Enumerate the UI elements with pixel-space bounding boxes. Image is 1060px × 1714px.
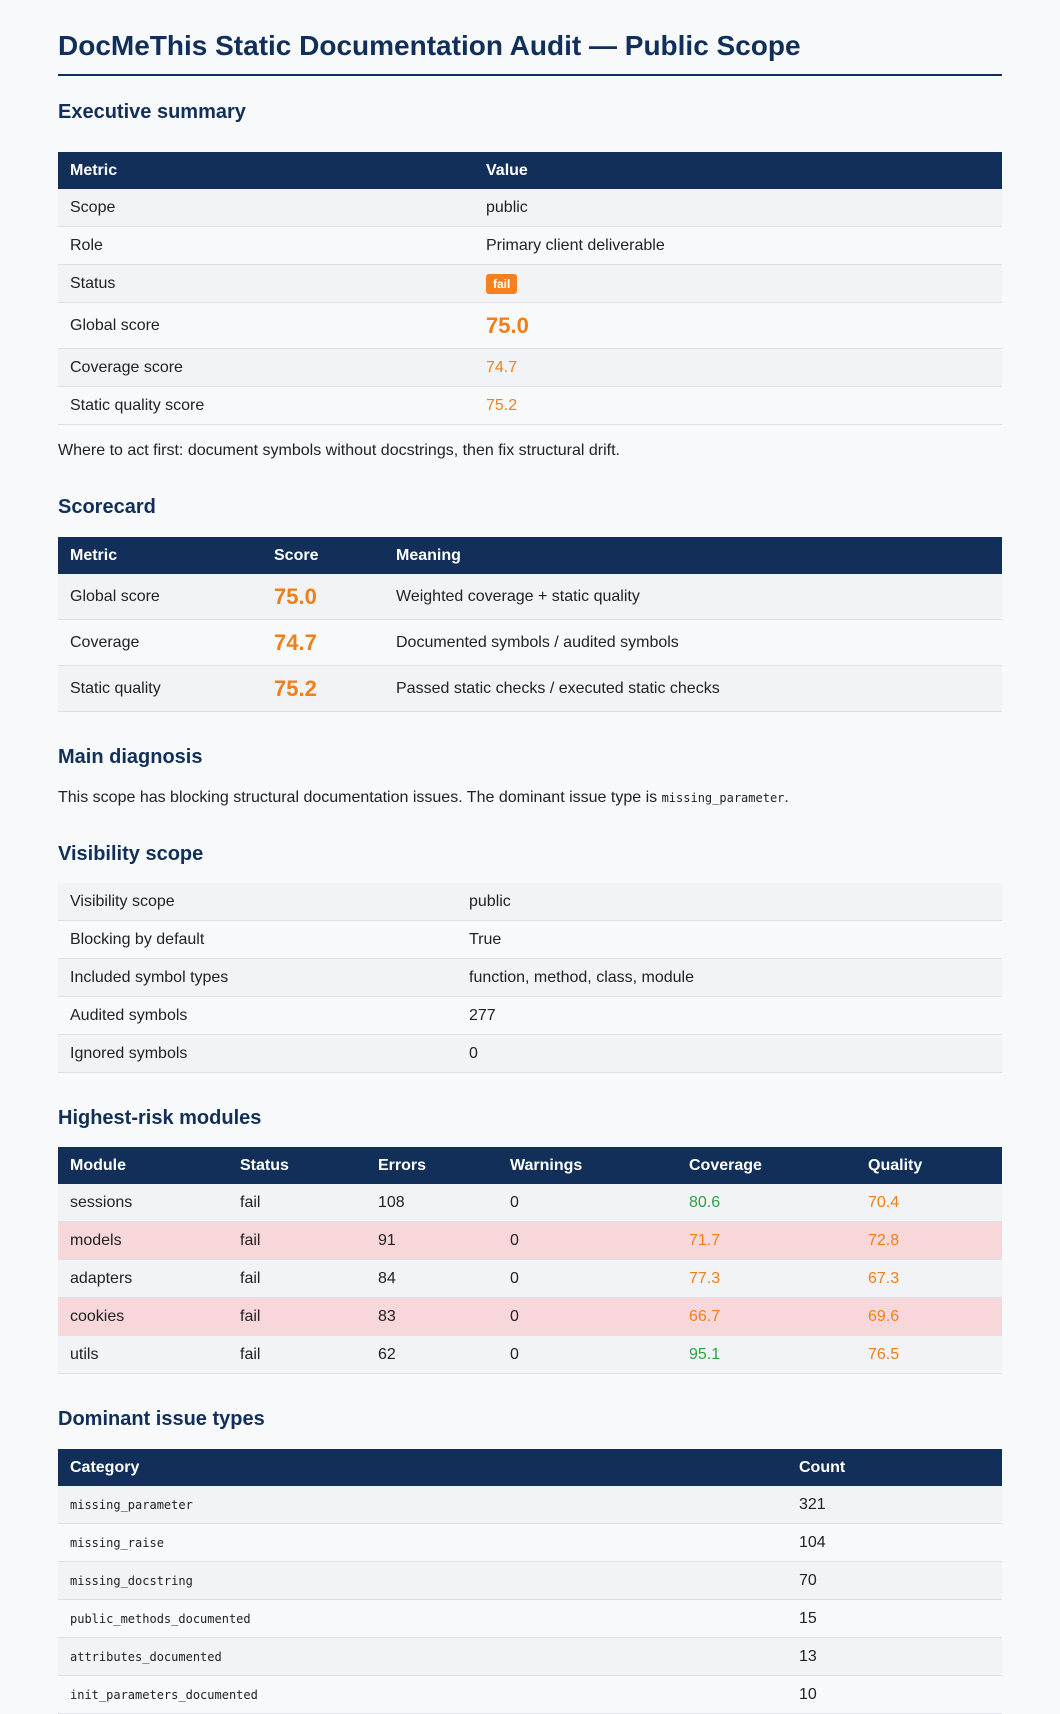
col-metric: Metric bbox=[58, 152, 474, 189]
scorecard-table bbox=[58, 537, 1002, 712]
issues-table bbox=[58, 1449, 1002, 1714]
table-row bbox=[58, 1184, 1002, 1222]
col-module: Module bbox=[58, 1147, 228, 1184]
metric-cell: Role bbox=[58, 227, 474, 265]
table-row bbox=[58, 1035, 1002, 1073]
col-meaning: Meaning bbox=[384, 537, 1002, 574]
status-cell: fail bbox=[228, 1222, 366, 1260]
value-cell: 277 bbox=[457, 997, 1002, 1035]
label-cell: Visibility scope bbox=[58, 883, 457, 921]
metric-cell: Global score bbox=[58, 303, 474, 349]
count-cell: 321 bbox=[787, 1486, 1002, 1524]
table-row bbox=[58, 620, 1002, 666]
warnings-cell: 0 bbox=[498, 1260, 677, 1298]
errors-cell: 108 bbox=[366, 1184, 498, 1222]
scorecard-heading: Scorecard bbox=[58, 496, 156, 518]
diagnosis-heading: Main diagnosis bbox=[58, 746, 203, 768]
meaning-cell: Documented symbols / audited symbols bbox=[384, 620, 1002, 666]
label-cell: Included symbol types bbox=[58, 959, 457, 997]
table-row bbox=[58, 303, 1002, 349]
col-count: Count bbox=[787, 1449, 1002, 1486]
category-cell: public_methods_documented bbox=[58, 1600, 787, 1638]
value-cell bbox=[474, 265, 1002, 303]
warnings-cell: 0 bbox=[498, 1336, 677, 1374]
score-cell: 75.2 bbox=[262, 666, 384, 712]
value-cell: Primary client deliverable bbox=[474, 227, 1002, 265]
quality-cell: 76.5 bbox=[856, 1336, 1002, 1374]
dominant-issue-code: missing_parameter bbox=[661, 791, 785, 805]
executive-summary-table bbox=[58, 152, 1002, 425]
metric-cell: Coverage score bbox=[58, 349, 474, 387]
module-cell: sessions bbox=[58, 1184, 228, 1222]
metric-cell: Static quality score bbox=[58, 387, 474, 425]
label-cell: Blocking by default bbox=[58, 921, 457, 959]
col-quality: Quality bbox=[856, 1147, 1002, 1184]
diagnosis-text bbox=[58, 789, 789, 807]
col-metric: Metric bbox=[58, 537, 262, 574]
table-row bbox=[58, 1260, 1002, 1298]
count-cell: 104 bbox=[787, 1524, 1002, 1562]
table-row bbox=[58, 883, 1002, 921]
col-errors: Errors bbox=[366, 1147, 498, 1184]
col-warnings: Warnings bbox=[498, 1147, 677, 1184]
executive-summary-heading: Executive summary bbox=[58, 101, 246, 123]
modules-table bbox=[58, 1147, 1002, 1374]
table-row bbox=[58, 666, 1002, 712]
diagnosis-sentence: This scope has blocking structural documentation issues. The dominant issue type is bbox=[58, 789, 658, 806]
executive-note: Where to act first: document symbols without docstrings, then fix structural drift. bbox=[58, 442, 620, 459]
module-cell: adapters bbox=[58, 1260, 228, 1298]
category-cell: missing_parameter bbox=[58, 1486, 787, 1524]
coverage-cell: 95.1 bbox=[677, 1336, 856, 1374]
errors-cell: 83 bbox=[366, 1298, 498, 1336]
module-cell: utils bbox=[58, 1336, 228, 1374]
col-category: Category bbox=[58, 1449, 787, 1486]
coverage-cell: 66.7 bbox=[677, 1298, 856, 1336]
count-cell: 10 bbox=[787, 1676, 1002, 1714]
quality-score-value: 75.2 bbox=[474, 387, 1002, 425]
status-cell: fail bbox=[228, 1336, 366, 1374]
coverage-cell: 77.3 bbox=[677, 1260, 856, 1298]
meaning-cell: Weighted coverage + static quality bbox=[384, 574, 1002, 620]
metric-cell: Scope bbox=[58, 189, 474, 227]
table-row bbox=[58, 997, 1002, 1035]
status-cell: fail bbox=[228, 1298, 366, 1336]
col-score: Score bbox=[262, 537, 384, 574]
quality-cell: 67.3 bbox=[856, 1260, 1002, 1298]
errors-cell: 62 bbox=[366, 1336, 498, 1374]
status-badge: fail bbox=[486, 274, 517, 294]
count-cell: 15 bbox=[787, 1600, 1002, 1638]
meaning-cell: Passed static checks / executed static checks bbox=[384, 666, 1002, 712]
page-title: DocMeThis Static Documentation Audit — Public Scope bbox=[58, 30, 1002, 76]
errors-cell: 91 bbox=[366, 1222, 498, 1260]
visibility-heading: Visibility scope bbox=[58, 843, 204, 865]
quality-cell: 70.4 bbox=[856, 1184, 1002, 1222]
table-row bbox=[58, 1638, 1002, 1676]
visibility-table bbox=[58, 883, 1002, 1073]
table-row bbox=[58, 349, 1002, 387]
value-cell: 0 bbox=[457, 1035, 1002, 1073]
table-row bbox=[58, 959, 1002, 997]
category-cell: attributes_documented bbox=[58, 1638, 787, 1676]
table-row bbox=[58, 921, 1002, 959]
col-value: Value bbox=[474, 152, 1002, 189]
coverage-cell: 80.6 bbox=[677, 1184, 856, 1222]
table-row bbox=[58, 189, 1002, 227]
category-cell: missing_raise bbox=[58, 1524, 787, 1562]
errors-cell: 84 bbox=[366, 1260, 498, 1298]
table-row bbox=[58, 1298, 1002, 1336]
table-row bbox=[58, 1336, 1002, 1374]
category-cell: missing_docstring bbox=[58, 1562, 787, 1600]
coverage-cell: 71.7 bbox=[677, 1222, 856, 1260]
metric-cell: Static quality bbox=[58, 666, 262, 712]
score-cell: 75.0 bbox=[262, 574, 384, 620]
warnings-cell: 0 bbox=[498, 1222, 677, 1260]
score-cell: 74.7 bbox=[262, 620, 384, 666]
warnings-cell: 0 bbox=[498, 1298, 677, 1336]
quality-cell: 69.6 bbox=[856, 1298, 1002, 1336]
table-row bbox=[58, 227, 1002, 265]
modules-heading: Highest-risk modules bbox=[58, 1107, 262, 1129]
coverage-score-value: 74.7 bbox=[474, 349, 1002, 387]
count-cell: 70 bbox=[787, 1562, 1002, 1600]
col-status: Status bbox=[228, 1147, 366, 1184]
table-row bbox=[58, 1676, 1002, 1714]
global-score-value: 75.0 bbox=[474, 303, 1002, 349]
value-cell: public bbox=[474, 189, 1002, 227]
status-cell: fail bbox=[228, 1184, 366, 1222]
table-row bbox=[58, 387, 1002, 425]
module-cell: models bbox=[58, 1222, 228, 1260]
diagnosis-end: . bbox=[784, 789, 789, 806]
table-row bbox=[58, 1524, 1002, 1562]
module-cell: cookies bbox=[58, 1298, 228, 1336]
warnings-cell: 0 bbox=[498, 1184, 677, 1222]
issues-heading: Dominant issue types bbox=[58, 1408, 265, 1430]
table-row bbox=[58, 1562, 1002, 1600]
metric-cell: Status bbox=[58, 265, 474, 303]
quality-cell: 72.8 bbox=[856, 1222, 1002, 1260]
metric-cell: Global score bbox=[58, 574, 262, 620]
category-cell: init_parameters_documented bbox=[58, 1676, 787, 1714]
count-cell: 13 bbox=[787, 1638, 1002, 1676]
label-cell: Audited symbols bbox=[58, 997, 457, 1035]
table-row bbox=[58, 1222, 1002, 1260]
table-row bbox=[58, 265, 1002, 303]
table-row bbox=[58, 1486, 1002, 1524]
label-cell: Ignored symbols bbox=[58, 1035, 457, 1073]
value-cell: function, method, class, module bbox=[457, 959, 1002, 997]
metric-cell: Coverage bbox=[58, 620, 262, 666]
col-coverage: Coverage bbox=[677, 1147, 856, 1184]
table-row bbox=[58, 1600, 1002, 1638]
table-row bbox=[58, 574, 1002, 620]
status-cell: fail bbox=[228, 1260, 366, 1298]
value-cell: public bbox=[457, 883, 1002, 921]
value-cell: True bbox=[457, 921, 1002, 959]
